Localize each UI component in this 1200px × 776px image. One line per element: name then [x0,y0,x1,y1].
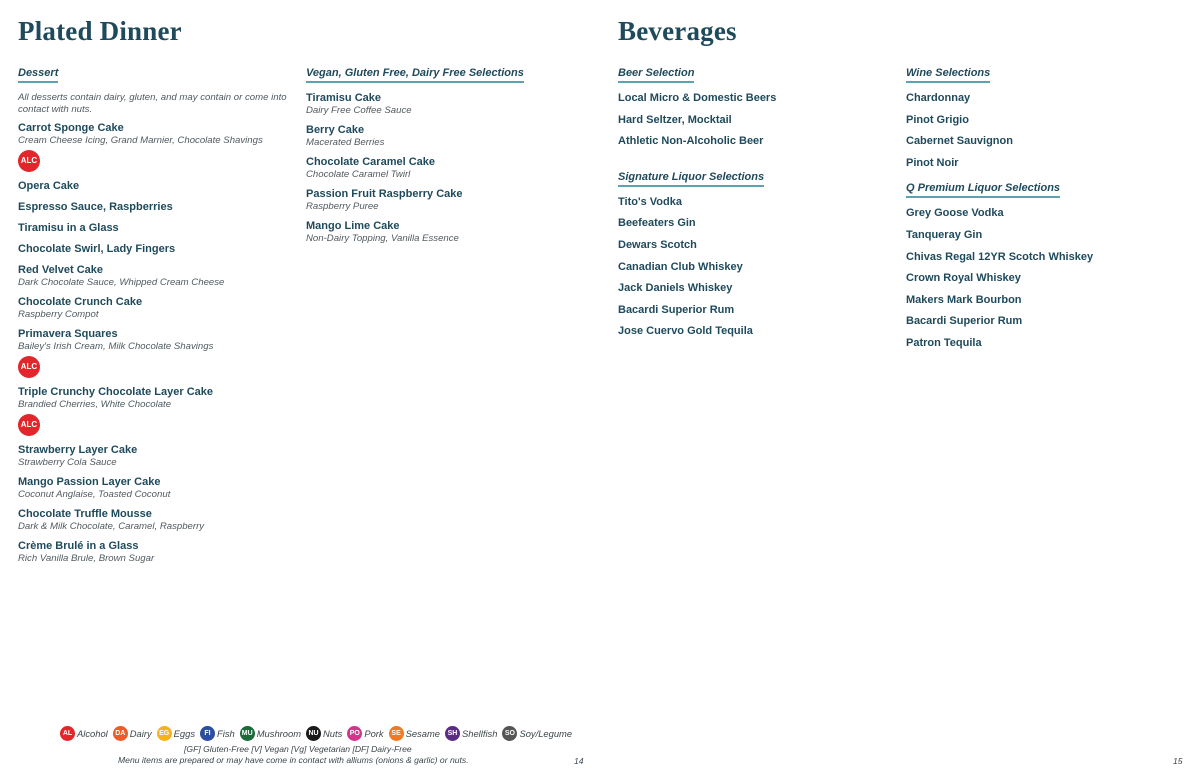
vegan-item-desc: Raspberry Puree [306,201,379,212]
eggs-icon: EG [157,726,172,741]
pork-icon: PO [347,726,362,741]
wine-item: Pinot Noir [906,156,959,169]
dessert-item [18,386,288,436]
dessert-item [18,243,288,256]
dessert-heading: Dessert [18,67,58,83]
vegan-item-desc: Non-Dairy Topping, Vanilla Essence [306,233,459,244]
legend-label: Eggs [173,728,196,739]
wine-item: Chardonnay [906,92,971,104]
diet-codes-note: [GF] Gluten-Free [V] Vegan [Vg] Vegetarian [DF] Dairy-Free [184,744,412,754]
soy-legume-icon: SO [502,726,517,741]
dessert-item-desc: Strawberry Cola Sauce [18,457,117,468]
shellfish-icon: SH [445,726,460,741]
dessert-item [18,264,288,288]
beer-list [618,92,878,148]
page-number-right: 15 [1173,756,1183,766]
dessert-item-name: Chocolate Truffle Mousse [18,508,152,520]
alcohol-icon: ALC [18,414,40,436]
vegan-item [306,124,556,148]
legend-label: Soy/Legume [519,728,573,739]
alcohol-icon: AL [60,726,75,741]
legend-entry [240,726,301,741]
signature-liquor-list [618,196,878,339]
dessert-item-name: Espresso Sauce, Raspberries [18,201,173,213]
dessert-note: All desserts contain dairy, gluten, and may contain or come into contact with nuts. [18,92,287,115]
sesame-icon: SE [389,726,404,741]
dessert-item-name: Opera Cake [18,180,80,192]
legend-entry [389,726,440,741]
legend-label: Fish [217,728,235,739]
dessert-item-desc: Rich Vanilla Brule, Brown Sugar [18,553,155,564]
dessert-item [18,296,288,320]
signature-liquor-item: Jose Cuervo Gold Tequila [618,325,753,338]
premium-liquor-item: Grey Goose Vodka [906,207,1004,220]
dessert-item-name: Carrot Sponge Cake [18,122,124,134]
dessert-item [18,540,288,564]
vegan-column [306,63,556,252]
legend-label: Sesame [405,728,440,739]
legend-entry [347,726,383,741]
premium-liquor-heading: Q Premium Liquor Selections [906,182,1060,198]
beer-heading: Beer Selection [618,67,694,83]
dessert-item-desc: Cream Cheese Icing, Grand Marnier, Chocolate Shavings [18,135,263,146]
vegan-heading: Vegan, Gluten Free, Dairy Free Selections [306,67,524,83]
legend-entry [445,726,497,741]
dessert-item-name: Triple Crunchy Chocolate Layer Cake [18,386,214,398]
signature-liquor-item: Tito's Vodka [618,195,682,208]
legend-entry [113,726,152,741]
allergen-legend [60,726,574,741]
premium-liquor-item: Bacardi Superior Rum [906,315,1023,328]
dessert-item-desc: Bailey's Irish Cream, Milk Chocolate Shavings [18,341,214,352]
signature-liquor-item: Beefeaters Gin [618,217,696,230]
premium-liquor-item: Patron Tequila [906,336,982,349]
premium-liquor-item: Crown Royal Whiskey [906,272,1021,285]
legend-label: Dairy [129,728,152,739]
dessert-item-name: Red Velvet Cake [18,264,103,276]
dessert-item [18,476,288,500]
dessert-item [18,201,288,214]
dessert-item [18,180,288,193]
alcohol-icon: ALC [18,356,40,378]
vegan-item-desc: Chocolate Caramel Twirl [306,169,411,180]
vegan-item [306,156,556,180]
signature-liquor-heading: Signature Liquor Selections [618,171,764,187]
dessert-item [18,444,288,468]
vegan-item-name: Tiramisu Cake [306,92,382,104]
vegan-item [306,92,556,116]
beer-item: Hard Seltzer, Mocktail [618,113,732,126]
dessert-list [18,122,288,564]
page-title-plated-dinner: Plated Dinner [18,16,182,46]
dessert-item-name: Tiramisu in a Glass [18,222,119,234]
beverage-left-column [618,63,878,347]
dessert-item-desc: Raspberry Compot [18,309,99,320]
vegan-item [306,220,556,244]
dessert-item [18,328,288,378]
dessert-item-desc: Brandied Cherries, White Chocolate [18,399,172,410]
dessert-column [18,63,288,572]
dessert-item-name: Primavera Squares [18,328,118,340]
dessert-item-name: Strawberry Layer Cake [18,444,138,456]
legend-label: Pork [364,728,384,739]
dessert-item-desc: Dark Chocolate Sauce, Whipped Cream Cheese [18,277,225,288]
beer-item: Athletic Non-Alcoholic Beer [618,135,764,148]
wine-item: Pinot Grigio [906,113,969,126]
legend-entry [306,726,342,741]
legend-entry [502,726,572,741]
vegan-item-name: Mango Lime Cake [306,220,400,232]
alcohol-icon: ALC [18,150,40,172]
dessert-item-desc: Coconut Anglaise, Toasted Coconut [18,489,171,500]
dessert-item [18,508,288,532]
beverage-right-column [906,63,1176,359]
legend-entry [200,726,235,741]
legend-entry [157,726,195,741]
legend-label: Alcohol [77,728,108,739]
premium-liquor-item: Makers Mark Bourbon [906,293,1022,306]
legend-label: Mushroom [256,728,302,739]
wine-list [906,92,1176,170]
dessert-item-name: Chocolate Swirl, Lady Fingers [18,243,176,255]
mushroom-icon: MU [240,726,255,741]
premium-liquor-item: Chivas Regal 12YR Scotch Whiskey [906,250,1094,263]
premium-liquor-list [906,207,1176,350]
dessert-item-desc: Dark & Milk Chocolate, Caramel, Raspberry [18,521,205,532]
wine-item: Cabernet Sauvignon [906,135,1013,148]
signature-liquor-item: Dewars Scotch [618,238,697,251]
page-title-beverages: Beverages [618,16,737,46]
premium-liquor-item: Tanqueray Gin [906,228,983,241]
dessert-item [18,122,288,172]
vegan-list [306,92,556,244]
signature-liquor-item: Canadian Club Whiskey [618,260,743,273]
fish-icon: FI [200,726,215,741]
dessert-item-name: Crème Brulé in a Glass [18,540,139,552]
vegan-item-name: Passion Fruit Raspberry Cake [306,188,463,200]
vegan-item [306,188,556,212]
vegan-item-name: Chocolate Caramel Cake [306,156,435,168]
legend-label: Nuts [323,728,343,739]
dessert-item [18,222,288,235]
dairy-icon: DA [113,726,128,741]
dessert-item-name: Chocolate Crunch Cake [18,296,143,308]
wine-heading: Wine Selections [906,67,990,83]
dessert-item-name: Mango Passion Layer Cake [18,476,161,488]
signature-liquor-item: Jack Daniels Whiskey [618,282,733,295]
allium-note: Menu items are prepared or may have come in contact with alliums (onions & garlic) or nuts. [118,755,469,765]
signature-liquor-item: Bacardi Superior Rum [618,303,735,316]
nuts-icon: NU [306,726,321,741]
beer-item: Local Micro & Domestic Beers [618,92,777,104]
legend-entry [60,726,108,741]
legend-label: Shellfish [462,728,498,739]
vegan-item-name: Berry Cake [306,124,365,136]
vegan-item-desc: Dairy Free Coffee Sauce [306,105,412,116]
page-number-left: 14 [574,756,584,766]
vegan-item-desc: Macerated Berries [306,137,385,148]
